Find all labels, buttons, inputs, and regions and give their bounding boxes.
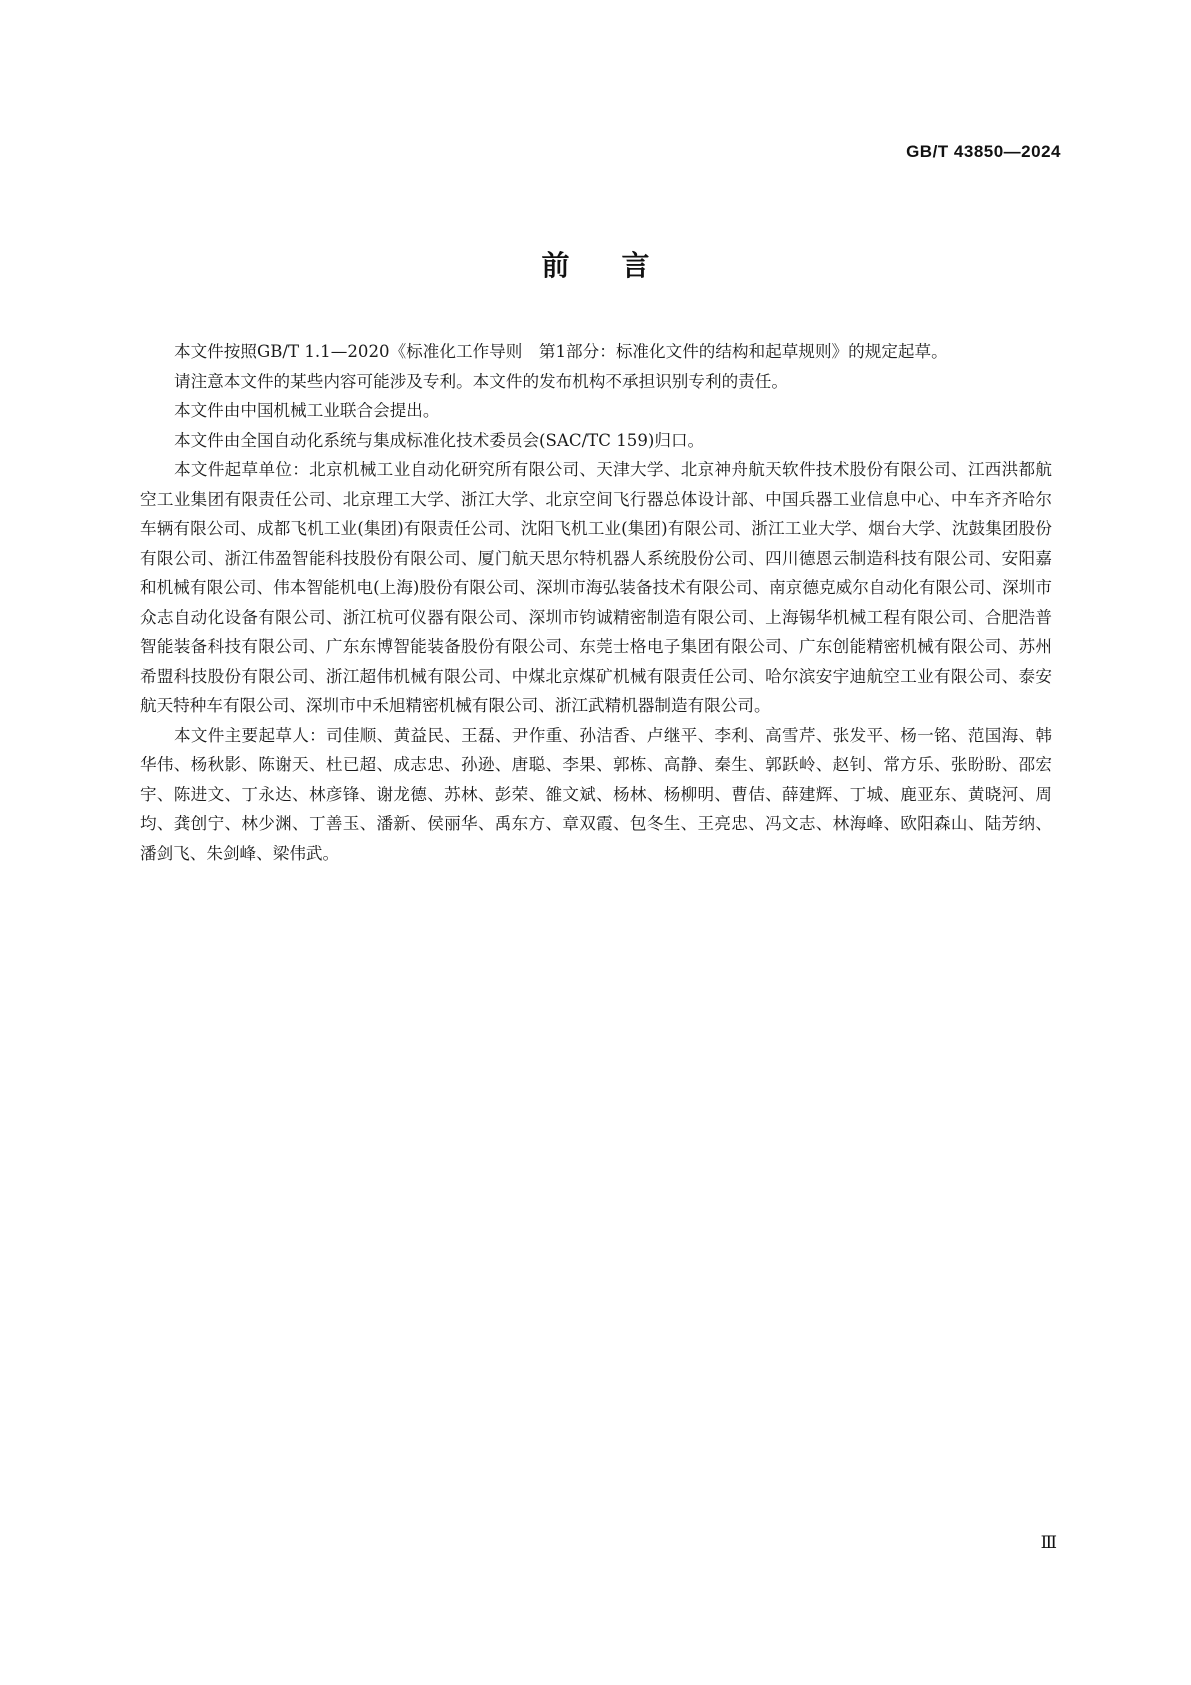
paragraph-patent-notice: 请注意本文件的某些内容可能涉及专利。本文件的发布机构不承担识别专利的责任。 bbox=[174, 371, 788, 391]
paragraph-drafters: 本文件主要起草人：司佳顺、黄益民、王磊、尹作重、孙洁香、卢继平、李利、高雪芹、张发平、杨一铭、范国海、韩华伟、杨秋影、陈谢天、杜已超、成志忠、孙逊、唐聪、李果、郭栋、高静、秦生、郭跃岭、赵钊、常方乐、张盼盼、邵宏宇、陈进文、丁永达、林彦锋、谢龙德、苏林、彭荣、雒文斌、杨林、杨柳明、曹佶、薛建辉、丁城、鹿亚东、黄晓河、周均、龚创宁、林少渊、丁善玉、潘新、侯丽华、禹东方、章双霞、包冬生、王亮忠、冯文志、林海峰、欧阳森山、陆芳纳、潘剑飞、朱剑峰、梁伟武。 bbox=[140, 725, 1052, 863]
paragraph-proposer: 本文件由中国机械工业联合会提出。 bbox=[174, 401, 440, 420]
standard-number: GB/T 43850—2024 bbox=[906, 142, 1061, 161]
page-title: 前言 bbox=[541, 249, 702, 282]
preface-body bbox=[140, 337, 1052, 868]
paragraph-drafting-units: 本文件起草单位：北京机械工业自动化研究所有限公司、天津大学、北京神舟航天软件技术股份有限公司、江西洪都航空工业集团有限责任公司、北京理工大学、浙江大学、北京空间飞行器总体设计部、中国兵器工业信息中心、中车齐齐哈尔车辆有限公司、成都飞机工业(集团)有限责任公司、沈阳飞机工业(集团)有限公司、浙江工业大学、烟台大学、沈鼓集团股份有限公司、浙江伟盈智能科技股份有限公司、厦门航天思尔特机器人系统股份公司、四川德恩云制造科技有限公司、安阳嘉和机械有限公司、伟本智能机电(上海)股份有限公司、深圳市海弘装备技术有限公司、南京德克威尔自动化有限公司、深圳市众志自动化设备有限公司、浙江杭可仪器有限公司、深圳市钧诚精密制造有限公司、上海锡华机械工程有限公司、合肥浩普智能装备科技有限公司、广东东博智能装备股份有限公司、东莞士格电子集团有限公司、广东创能精密机械有限公司、苏州希盟科技股份有限公司、浙江超伟机械有限公司、中煤北京煤矿机械有限责任公司、哈尔滨安宇迪航空工业有限公司、泰安航天特种车有限公司、深圳市中禾旭精密机械有限公司、浙江武精机器制造有限公司。 bbox=[140, 460, 1052, 715]
paragraph-committee: 本文件由全国自动化系统与集成标准化技术委员会(SAC/TC 159)归口。 bbox=[174, 430, 705, 450]
page-number: Ⅲ bbox=[1040, 1533, 1057, 1552]
paragraph-drafting-rules: 本文件按照GB/T 1.1—2020《标准化工作导则 第1部分：标准化文件的结构和起草规则》的规定起草。 bbox=[174, 342, 948, 361]
